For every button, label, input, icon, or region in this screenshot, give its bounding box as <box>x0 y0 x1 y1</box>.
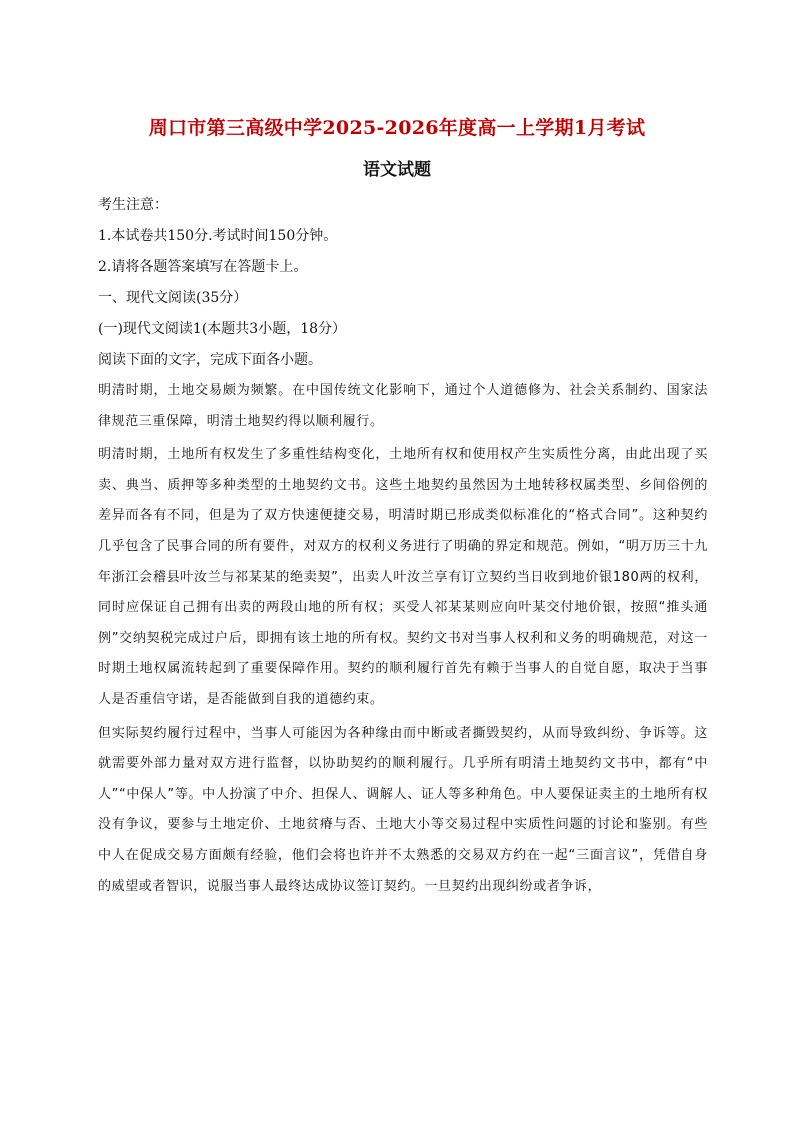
subsection-title: (一)现代文阅读1(本题共3小题，18分） <box>98 321 347 337</box>
exam-content <box>98 190 708 902</box>
notice-heading: 考生注意： <box>98 197 168 213</box>
reading-passage <box>98 376 708 902</box>
passage-paragraph: 但实际契约履行过程中，当事人可能因为各种缘由而中断或者撕毁契约，从而导致纠纷、争诉等。这就需要外部力量对双方进行监督，以协助契约的顺利履行。几乎所有明清土地契约文书中，都有“中人”“中保人”等。中人扮演了中介、担保人、调解人、证人等多种角色。中人要保证卖主的土地所有权没有争议，要参与土地定价、土地贫瘠与否、土地大小等交易过程中实质性问题的讨论和鉴别。有些中人在促成交易方面颇有经验，他们会将也许并不太熟悉的交易双方约在一起“三面言议”，凭借自身的威望或者智识，说服当事人最终达成协议签订契约。一旦契约出现纠纷或者争诉， <box>98 725 708 894</box>
section-title: 一、现代文阅读(35分） <box>98 290 248 306</box>
passage-paragraph: 明清时期，土地交易颇为频繁。在中国传统文化影响下，通过个人道德修为、社会关系制约、国家法律规范三重保障，明清土地契约得以顺利履行。 <box>98 383 708 429</box>
exam-subject: 语文试题 <box>363 160 431 180</box>
passage-paragraph: 明清时期，土地所有权发生了多重性结构变化，土地所有权和使用权产生实质性分离，由此出现了买卖、典当、质押等多种类型的土地契约文书。这些土地契约虽然因为土地转移权属类型、乡间俗例的差异而各有不同，但是为了双方快速便捷交易，明清时期已形成类似标准化的“格式合同”。这种契约几乎包含了民事合同的所有要件，对双方的权利义务进行了明确的界定和规范。例如，“明万历三十九年浙江会稽县叶汝兰与祁某某的绝卖契”，出卖人叶汝兰享有订立契约当日收到地价银180两的权利，同时应保证自己拥有出卖的两段山地的所有权；买受人祁某某则应向叶某交付地价银，按照“推头通例”交纳契税完成过户后，即拥有该土地的所有权。契约文书对当事人权利和义务的明确规范，对这一时期土地权属流转起到了重要保障作用。契约的顺利履行首先有赖于当事人的自觉自愿，取决于当事人是否重信守诺，是否能做到自我的道德约束。 <box>98 447 708 707</box>
reading-instruction: 阅读下面的文字，完成下面各小题。 <box>98 352 322 368</box>
exam-title: 周口市第三高级中学2025-2026年度高一上学期1月考试 <box>148 117 646 139</box>
notice-item: 2.请将各题答案填写在答题卡上。 <box>98 259 308 275</box>
notice-item: 1.本试卷共150分.考试时间150分钟。 <box>98 228 338 244</box>
